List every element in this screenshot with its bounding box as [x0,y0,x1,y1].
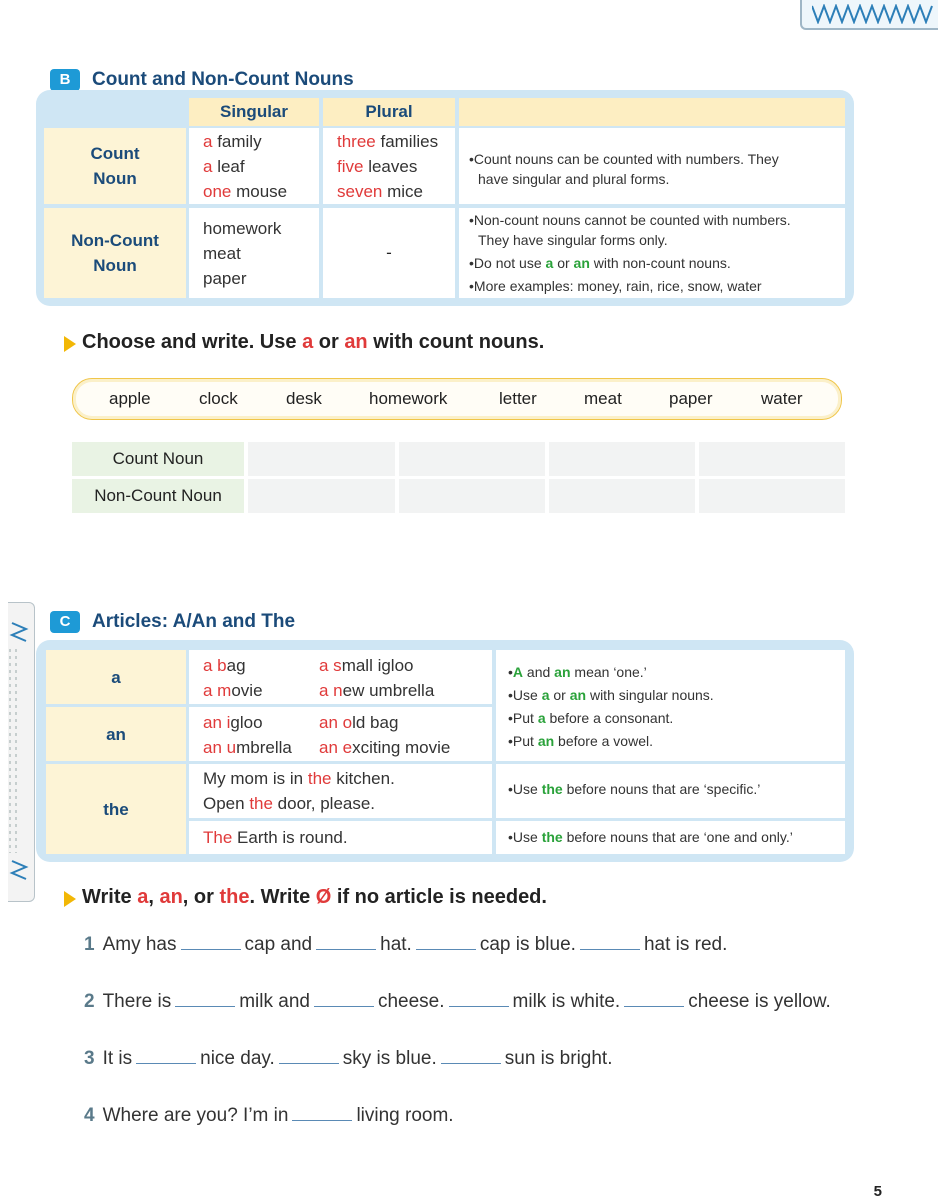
note-line: have singular and plural forms. [478,171,670,187]
answer-blank[interactable] [175,988,235,1007]
articles-table [36,640,854,862]
noncount-label-line1: Non-Count [71,231,159,250]
answer-box[interactable] [248,479,395,513]
answer-box[interactable] [399,442,545,476]
header-notes [459,98,845,126]
row-label-an: an [46,707,186,761]
choose-instruction: Choose and write. Use a or an with count nouns. [82,331,545,353]
noncount-label-line2: Noun [93,256,137,275]
answer-blank[interactable] [416,931,476,950]
note-line: •Do not use a or an with non-count nouns. [469,255,731,271]
example-item: My mom is in the kitchen. [203,769,395,788]
answer-box[interactable] [699,442,845,476]
answer-blank[interactable] [316,931,376,950]
word-bank-item: desk [286,389,322,408]
word-bank-item: letter [499,389,537,408]
word-bank-item: paper [669,389,713,408]
word-bank-item: meat [584,389,622,408]
note-line: •Put an before a vowel. [508,733,653,749]
answer-box[interactable] [399,479,545,513]
note-line: They have singular forms only. [478,232,668,248]
example-item: a small igloo [319,656,414,675]
table-corner [44,98,186,126]
example-item: an igloo [203,713,263,732]
count-notes [459,128,845,204]
row-label-count [44,128,186,204]
example-item: a family [203,132,262,151]
note-line: •Non-count nouns cannot be counted with numbers. [469,212,791,228]
spiral-binding-tab [800,0,938,30]
count-noun-table [36,90,854,306]
example-item: a new umbrella [319,681,435,700]
answer-blank[interactable] [292,1102,352,1121]
answer-blank[interactable] [624,988,684,1007]
word-bank-item: water [761,389,803,408]
word-bank-item: apple [109,389,151,408]
example-item: meat [203,244,241,263]
header-plural: Plural [323,98,455,126]
exercise-item-4: 4 Where are you? I’m in living room. [84,1102,454,1127]
answer-box[interactable] [549,479,695,513]
noncount-singular-examples [189,208,319,298]
section-c-title: Articles: A/An and The [92,611,296,632]
a-examples [189,650,492,704]
example-item: one mouse [203,182,288,201]
answer-blank[interactable] [441,1045,501,1064]
instruction-arrow-icon [64,891,76,907]
example-item: a bag [203,656,246,675]
example-item: five leaves [337,157,418,176]
spiral-decoration-icon [8,603,32,897]
a-an-notes [496,650,845,761]
an-examples [189,707,492,761]
example-item: homework [203,219,282,238]
section-c-badge: C [50,611,80,633]
the-note-unique: •Use the before nouns that are ‘one and only.’ [496,821,845,854]
example-item: an exciting movie [319,738,451,757]
answer-blank[interactable] [181,931,241,950]
the-example-unique: The Earth is round. [189,821,492,854]
row-label-a: a [46,650,186,704]
page-number: 5 [873,1183,882,1200]
example-item: a leaf [203,157,245,176]
answer-box[interactable] [699,479,845,513]
the-note-specific: •Use the before nouns that are ‘specific.’ [496,764,845,818]
note-line: •More examples: money, rain, rice, snow, water [469,278,762,294]
write-instruction: Write a, an, or the. Write Ø if no article is needed. [82,886,547,908]
word-bank-item: clock [199,389,238,408]
row-label-noncount [44,208,186,298]
count-label-line2: Noun [93,169,137,188]
answer-blank[interactable] [449,988,509,1007]
count-label-line1: Count [90,144,140,163]
spiral-decoration-icon [812,4,936,24]
exercise-item-2: 2 There is milk and cheese. milk is white. cheese is yellow. [84,988,831,1013]
section-b-title: Count and Non-Count Nouns [92,69,354,90]
section-b-badge: B [50,69,80,91]
example-item: an old bag [319,713,399,732]
example-item: paper [203,269,247,288]
answer-blank[interactable] [314,988,374,1007]
count-singular-examples [189,128,319,204]
example-item: seven mice [337,182,423,201]
answer-blank[interactable] [580,931,640,950]
answer-box[interactable] [549,442,695,476]
note-line: •Count nouns can be counted with numbers. They [469,151,779,167]
example-item: an umbrella [203,738,292,757]
count-plural-examples [323,128,455,204]
answer-box[interactable] [248,442,395,476]
exercise-item-3: 3 It is nice day. sky is blue. sun is bright. [84,1045,613,1070]
noncount-notes [459,208,845,298]
note-line: •Put a before a consonant. [508,710,674,726]
answer-blank[interactable] [279,1045,339,1064]
example-item: Open the door, please. [203,794,376,813]
example-item: a movie [203,681,263,700]
note-line: •Use a or an with singular nouns. [508,687,714,703]
word-bank [72,378,842,420]
word-bank-item: homework [369,389,448,408]
answer-blank[interactable] [136,1045,196,1064]
side-spiral-binding [8,602,35,902]
note-line: •A and an mean ‘one.’ [508,664,647,680]
noncount-plural-dash: - [323,208,455,298]
the-examples-specific [189,764,492,818]
exercise-item-1: 1 Amy has cap and hat. cap is blue. hat is red. [84,931,727,956]
row-label-count-noun: Count Noun [72,442,244,476]
instruction-arrow-icon [64,336,76,352]
example-item: three families [337,132,439,151]
row-label-noncount-noun: Non-Count Noun [72,479,244,513]
header-singular: Singular [189,98,319,126]
row-label-the: the [46,764,186,854]
